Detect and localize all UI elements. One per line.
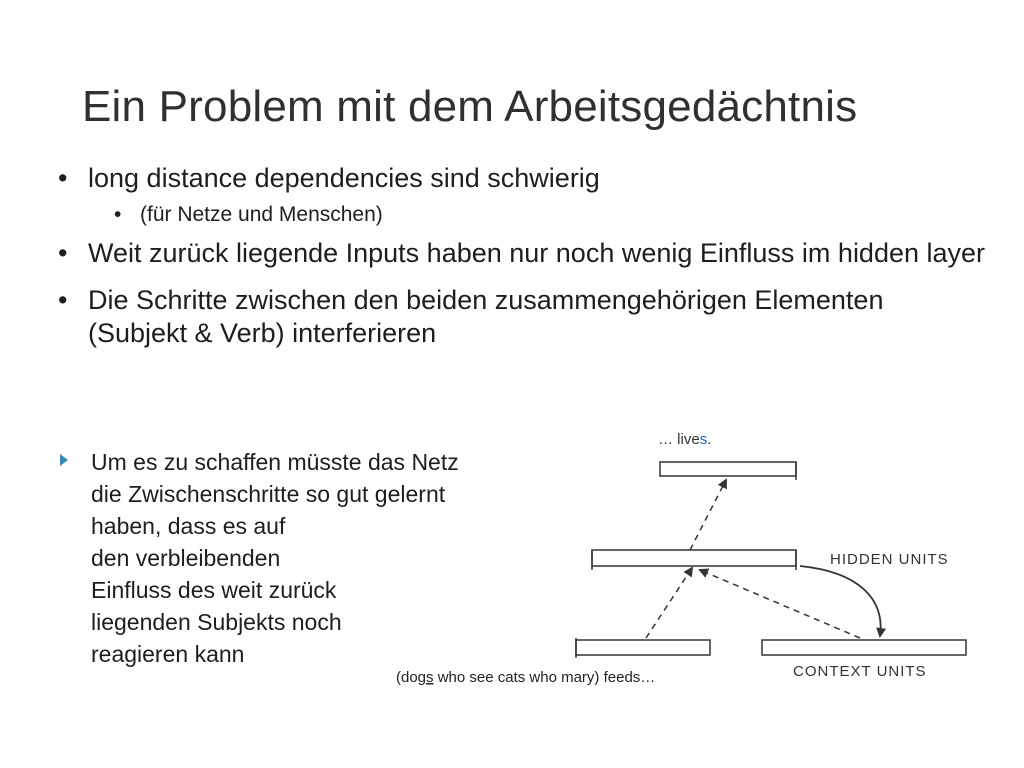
hidden-to-context-copy-arrow — [800, 566, 881, 636]
input-to-hidden-arrow — [646, 568, 692, 638]
bullet-dot-icon: • — [58, 285, 68, 315]
arrow-bullet-line: die Zwischenschritte so gut gelernt — [91, 481, 446, 507]
input-sentence: (dogs who see cats who mary) feeds… — [396, 669, 656, 686]
bullet-dot-icon: • — [114, 203, 122, 226]
bullet-text: (für Netze und Menschen) — [140, 203, 383, 226]
hidden-units-label: HIDDEN UNITS — [830, 551, 949, 568]
arrow-bullet-line: Um es zu schaffen müsste das Netz — [91, 449, 459, 475]
arrow-bullet-line: Einfluss des weit zurück — [91, 577, 337, 603]
output-label-highlight: s — [699, 431, 708, 448]
bullet-text: long distance dependencies sind schwierig — [88, 163, 600, 193]
context-units-box — [762, 640, 966, 655]
context-units-label: CONTEXT UNITS — [793, 663, 927, 680]
input-units-box — [576, 640, 710, 655]
output-units-box — [660, 462, 796, 476]
context-to-hidden-arrow — [700, 570, 860, 638]
hidden-units-box — [592, 550, 796, 566]
slide-title: Ein Problem mit dem Arbeitsgedächtnis — [82, 82, 858, 131]
arrow-bullet-line: haben, dass es auf — [91, 513, 286, 539]
arrow-bullet-line: liegenden Subjekts noch — [91, 609, 342, 635]
bullet-text: Weit zurück liegende Inputs haben nur noch wenig Einfluss im hidden layer — [88, 238, 986, 268]
bullet-dot-icon: • — [58, 238, 68, 268]
output-label: … lives. — [658, 431, 712, 448]
bullet-dot-icon: • — [58, 163, 68, 193]
arrow-bullet-line: den verbleibenden — [91, 545, 281, 571]
input-sentence-underlined: s — [426, 669, 434, 686]
arrow-bullet-line: reagieren kann — [91, 641, 245, 667]
bullet-text: Die Schritte zwischen den beiden zusammengehörigen Elementen (Subjekt & Verb) interferieren — [88, 285, 884, 348]
hidden-to-output-arrow — [690, 480, 726, 550]
